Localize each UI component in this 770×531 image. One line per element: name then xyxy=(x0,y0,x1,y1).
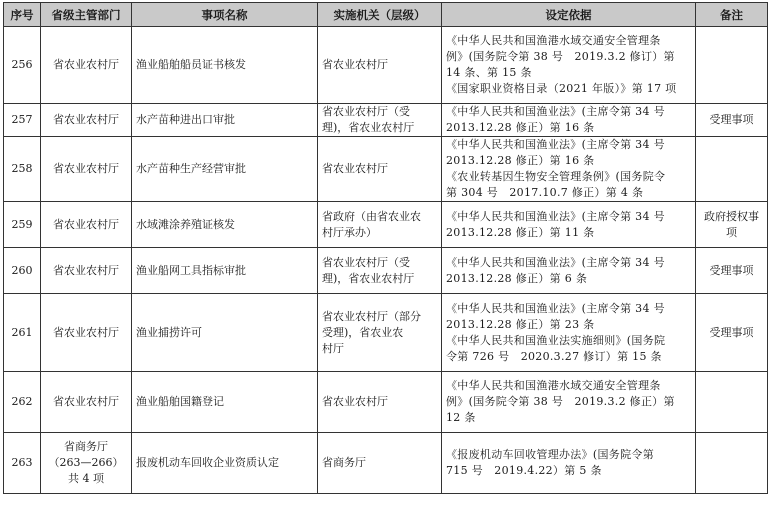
authority-line: 村厅承办） xyxy=(322,225,377,239)
dept-line: 省农业农村厅 xyxy=(53,395,119,408)
basis-line: 《中华人民共和国渔业法》(主席令第 34 号 xyxy=(446,105,665,118)
basis-cell xyxy=(442,104,696,137)
table-row xyxy=(4,202,768,248)
row-number: 260 xyxy=(4,248,41,294)
dept-line: 省农业农村厅 xyxy=(53,217,119,231)
dept-line: 省农业农村厅 xyxy=(53,162,119,175)
dept-line: 省农业农村厅 xyxy=(53,325,119,339)
row-number: 261 xyxy=(4,294,41,372)
basis-line: 12 条 xyxy=(446,411,476,424)
header-no: 序号 xyxy=(4,3,41,27)
header-note: 备注 xyxy=(696,3,768,27)
authority-line: 省农业农村厅（受 xyxy=(322,255,410,269)
basis-cell xyxy=(442,372,696,433)
authority-cell xyxy=(318,202,442,248)
item-name: 渔业捕捞许可 xyxy=(132,294,318,372)
item-name: 水产苗种进出口审批 xyxy=(132,104,318,137)
table-row xyxy=(4,137,768,202)
basis-line: 《中华人民共和国渔业法实施细则》(国务院 xyxy=(446,333,666,347)
authority-line: 理)，省农业农村厅 xyxy=(322,121,415,134)
basis-cell xyxy=(442,137,696,202)
table-row xyxy=(4,372,768,433)
header-basis: 设定依据 xyxy=(442,3,696,27)
basis-line: 2013.12.28 修正）第 16 条 xyxy=(446,154,595,167)
dept-line: 省商务厅 xyxy=(64,440,108,453)
note-cell: 受理事项 xyxy=(696,248,768,294)
dept-cell xyxy=(41,104,132,137)
basis-line: 《中华人民共和国渔业法》(主席令第 34 号 xyxy=(446,209,665,223)
row-number: 263 xyxy=(4,433,41,494)
authority-line: 省农业农村厅 xyxy=(322,58,388,71)
authority-cell xyxy=(318,248,442,294)
basis-line: 例》(国务院令第 38 号 2019.3.2 修正）第 xyxy=(446,395,675,408)
basis-line: 《农业转基因生物安全管理条例》(国务院令 xyxy=(446,170,666,183)
basis-line: 2013.12.28 修正）第 11 条 xyxy=(446,225,595,239)
dept-cell xyxy=(41,27,132,104)
authority-line: 省商务厅 xyxy=(322,456,366,469)
authority-line: 受理)，省农业农 xyxy=(322,325,404,339)
item-name: 报废机动车回收企业资质认定 xyxy=(132,433,318,494)
note-cell xyxy=(696,137,768,202)
basis-cell xyxy=(442,248,696,294)
row-number: 259 xyxy=(4,202,41,248)
note-cell: 政府授权事项 xyxy=(696,202,768,248)
authority-line: 村厅 xyxy=(322,341,344,355)
authority-cell xyxy=(318,137,442,202)
table-row xyxy=(4,104,768,137)
basis-line: 《中华人民共和国渔港水域交通安全管理条 xyxy=(446,34,661,47)
note-cell xyxy=(696,27,768,104)
row-number: 256 xyxy=(4,27,41,104)
item-name: 渔业船舶船员证书核发 xyxy=(132,27,318,104)
dept-cell xyxy=(41,433,132,494)
dept-line: 省农业农村厅 xyxy=(53,113,119,126)
authority-cell xyxy=(318,433,442,494)
authority-line: 省政府（由省农业农 xyxy=(322,209,421,223)
header-authority: 实施机关（层级） xyxy=(318,3,442,27)
basis-line: 令第 726 号 2020.3.27 修订）第 15 条 xyxy=(446,349,662,363)
dept-cell xyxy=(41,372,132,433)
basis-cell xyxy=(442,202,696,248)
basis-line: 《中华人民共和国渔业法》(主席令第 34 号 xyxy=(446,301,665,315)
table-row xyxy=(4,433,768,494)
table-row xyxy=(4,294,768,372)
basis-line: 2013.12.28 修正）第 6 条 xyxy=(446,271,588,285)
authority-cell xyxy=(318,294,442,372)
basis-line: 14 条、第 15 条 xyxy=(446,66,532,79)
authority-cell xyxy=(318,372,442,433)
table-header-row xyxy=(4,3,768,27)
item-name: 水域滩涂养殖证核发 xyxy=(132,202,318,248)
dept-cell xyxy=(41,248,132,294)
authority-line: 省农业农村厅（部分 xyxy=(322,309,421,323)
dept-line: 省农业农村厅 xyxy=(53,263,119,277)
basis-line: 《国家职业资格目录（2021 年版）》第 17 项 xyxy=(446,82,677,95)
administrative-license-table xyxy=(3,2,768,494)
dept-cell xyxy=(41,294,132,372)
dept-line: （263—266） xyxy=(48,456,124,469)
dept-line: 共 4 项 xyxy=(68,472,104,485)
basis-line: 《中华人民共和国渔业法》(主席令第 34 号 xyxy=(446,138,665,151)
basis-line: 2013.12.28 修正）第 16 条 xyxy=(446,121,595,134)
basis-line: 715 号 2019.4.22）第 5 条 xyxy=(446,464,602,477)
dept-line: 省农业农村厅 xyxy=(53,58,119,71)
table-body xyxy=(4,27,768,494)
dept-cell xyxy=(41,202,132,248)
authority-cell xyxy=(318,27,442,104)
note-cell xyxy=(696,372,768,433)
dept-cell xyxy=(41,137,132,202)
authority-line: 省农业农村厅 xyxy=(322,162,388,175)
row-number: 257 xyxy=(4,104,41,137)
basis-cell xyxy=(442,27,696,104)
header-item: 事项名称 xyxy=(132,3,318,27)
basis-line: 《中华人民共和国渔业法》(主席令第 34 号 xyxy=(446,255,665,269)
basis-line: 《中华人民共和国渔港水域交通安全管理条 xyxy=(446,379,661,392)
authority-line: 省农业农村厅（受 xyxy=(322,105,410,118)
authority-cell xyxy=(318,104,442,137)
item-name: 渔业船舶国籍登记 xyxy=(132,372,318,433)
basis-line: 2013.12.28 修正）第 23 条 xyxy=(446,317,595,331)
note-cell: 受理事项 xyxy=(696,294,768,372)
row-number: 262 xyxy=(4,372,41,433)
basis-cell xyxy=(442,433,696,494)
table-row xyxy=(4,27,768,104)
note-cell xyxy=(696,433,768,494)
item-name: 渔业船网工具指标审批 xyxy=(132,248,318,294)
note-cell: 受理事项 xyxy=(696,104,768,137)
basis-cell xyxy=(442,294,696,372)
row-number: 258 xyxy=(4,137,41,202)
basis-line: 《报废机动车回收管理办法》(国务院令第 xyxy=(446,448,654,461)
table-row xyxy=(4,248,768,294)
header-dept: 省级主管部门 xyxy=(41,3,132,27)
basis-line: 例》(国务院令第 38 号 2019.3.2 修订）第 xyxy=(446,50,675,63)
basis-line: 第 304 号 2017.10.7 修正）第 4 条 xyxy=(446,186,644,199)
item-name: 水产苗种生产经营审批 xyxy=(132,137,318,202)
authority-line: 理)，省农业农村厅 xyxy=(322,271,415,285)
authority-line: 省农业农村厅 xyxy=(322,395,388,408)
